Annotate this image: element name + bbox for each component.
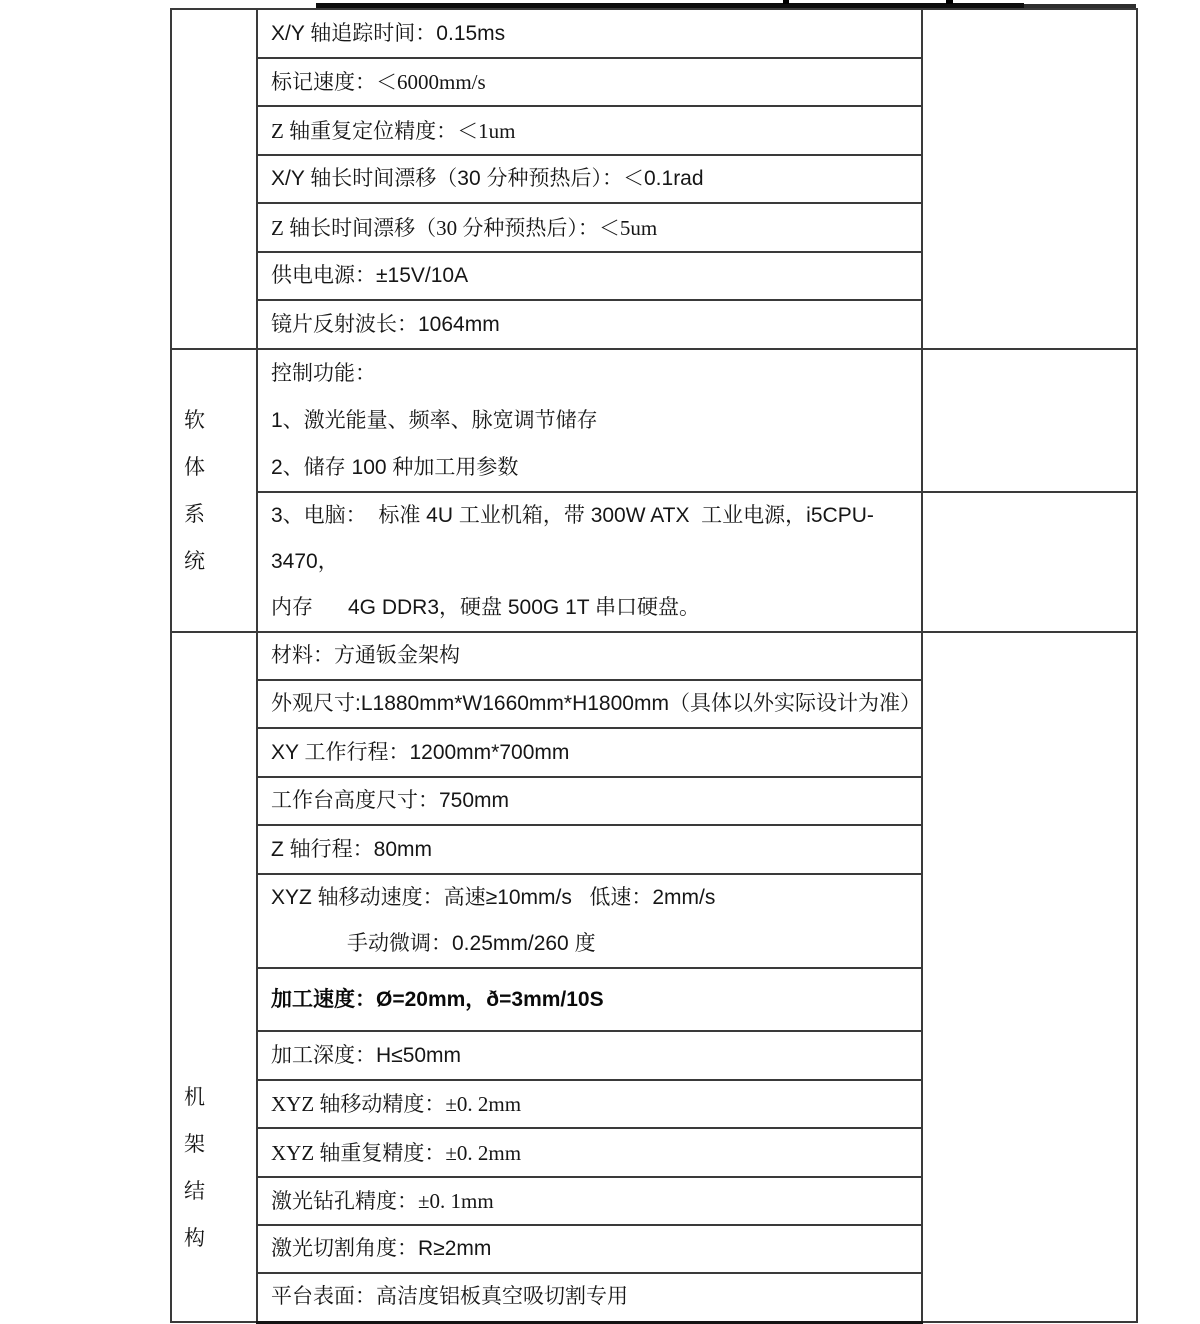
spec-line: 供电电源：±15V/10A <box>271 264 469 287</box>
spec-line: Z 轴长时间漂移（30 分种预热后）：＜5um <box>271 215 658 240</box>
table-row <box>171 632 1137 680</box>
spec-cell <box>257 300 922 349</box>
notes-cell <box>922 492 1137 632</box>
spec-cell <box>257 1273 922 1322</box>
table-row <box>171 9 1137 58</box>
spec-line: 材料：方通钣金架构 <box>271 644 460 667</box>
spec-line: 1、激光能量、频率、脉宽调节储存 <box>271 409 598 432</box>
spec-cell <box>257 777 922 825</box>
spec-table <box>170 8 1138 1324</box>
section-label-cell <box>171 349 257 632</box>
spec-line: XY 工作行程：1200mm*700mm <box>271 740 570 764</box>
spec-cell <box>257 1080 922 1128</box>
spec-cell <box>257 825 922 874</box>
spec-line: 内存 4G DDR3，硬盘 500G 1T 串口硬盘。 <box>271 596 701 619</box>
spec-line: 外观尺寸:L1880mm*W1660mm*H1800mm（具体以外实际设计为准） <box>271 692 921 715</box>
spec-cell <box>257 203 922 252</box>
spec-cell-content <box>258 68 921 96</box>
spec-cell-content <box>258 20 921 48</box>
spec-cell <box>257 349 922 492</box>
spec-cell <box>257 492 922 632</box>
spec-cell <box>257 9 922 58</box>
spec-line: X/Y 轴追踪时间：0.15ms <box>271 21 506 45</box>
spec-cell-content <box>258 262 921 290</box>
spec-line: 激光切割角度：R≥2mm <box>271 1237 492 1260</box>
spec-cell-content <box>258 1235 921 1263</box>
section-label-vertical-text: 机 架 结 构 <box>184 1084 205 1250</box>
spec-line: 控制功能： <box>271 362 376 385</box>
spec-cell <box>257 58 922 106</box>
spec-cell-content <box>258 642 921 670</box>
spec-cell-content <box>258 1042 921 1070</box>
spec-line: XYZ 轴移动精度：±0. 2mm <box>271 1092 522 1116</box>
spec-line: Z 轴重复定位精度：＜1um <box>271 118 516 143</box>
table-row <box>171 349 1137 492</box>
spec-line: 2、储存 100 种加工用参数 <box>271 456 519 479</box>
spec-cell-content <box>258 493 921 631</box>
spec-line: 3、电脑： 标准 4U 工业机箱，带 300W ATX 工业电源，i5CPU-3470， <box>271 504 874 573</box>
spec-line: 平台表面：高洁度铝板真空吸切割专用 <box>271 1285 628 1309</box>
spec-cell <box>257 968 922 1031</box>
section-label-cell <box>171 632 257 1322</box>
spec-cell-content <box>258 311 921 339</box>
spec-line: 标记速度：＜6000mm/s <box>271 70 486 94</box>
spec-line: X/Y 轴长时间漂移（30 分种预热后）：＜0.1rad <box>271 167 704 190</box>
notes-cell <box>922 349 1137 492</box>
section-label-vertical-text: 软 体 系 统 <box>184 408 205 573</box>
spec-cell <box>257 155 922 203</box>
spec-cell <box>257 632 922 680</box>
spec-cell <box>257 106 922 155</box>
spec-line: 激光钻孔精度：±0. 1mm <box>271 1189 494 1213</box>
scan-artifact-tick <box>946 0 953 4</box>
spec-cell-content <box>258 836 921 864</box>
notes-cell <box>922 632 1137 1322</box>
spec-cell <box>257 1177 922 1225</box>
notes-cell <box>922 9 1137 349</box>
spec-line: 镜片反射波长：1064mm <box>271 312 500 336</box>
spec-line: 加工速度：Ø=20mm，ð=3mm/10S <box>271 987 604 1011</box>
spec-cell-content <box>258 1139 921 1167</box>
spec-cell-content <box>258 739 921 767</box>
spec-cell-content <box>258 875 921 967</box>
spec-cell-content <box>258 165 921 193</box>
spec-cell-content <box>258 117 921 145</box>
spec-cell <box>257 252 922 300</box>
spec-cell-content <box>258 1283 921 1311</box>
empty-label-cell <box>171 9 257 349</box>
spec-cell <box>257 1225 922 1273</box>
spec-cell-content <box>258 214 921 242</box>
spec-line: 加工深度：H≤50mm <box>271 1043 462 1067</box>
spec-cell <box>257 680 922 728</box>
spec-cell <box>257 1031 922 1080</box>
spec-line: XYZ 轴移动速度：高速≥10mm/s 低速：2mm/s <box>271 886 716 909</box>
spec-line: 工作台高度尺寸：750mm <box>271 789 510 812</box>
table-row <box>171 492 1137 632</box>
spec-cell-content <box>258 1187 921 1215</box>
spec-cell-content <box>258 787 921 815</box>
scan-artifact-tick <box>783 0 789 4</box>
spec-line: 手动微调：0.25mm/260 度 <box>347 932 596 955</box>
spec-cell-content <box>258 690 921 718</box>
spec-cell-content <box>258 986 921 1014</box>
spec-cell <box>257 728 922 777</box>
spec-line: XYZ 轴重复精度：±0. 2mm <box>271 1140 522 1165</box>
spec-cell <box>257 874 922 968</box>
spec-cell-content <box>258 350 921 491</box>
spec-cell-content <box>258 1090 921 1118</box>
spec-line: Z 轴行程：80mm <box>271 837 433 861</box>
spec-cell <box>257 1128 922 1177</box>
